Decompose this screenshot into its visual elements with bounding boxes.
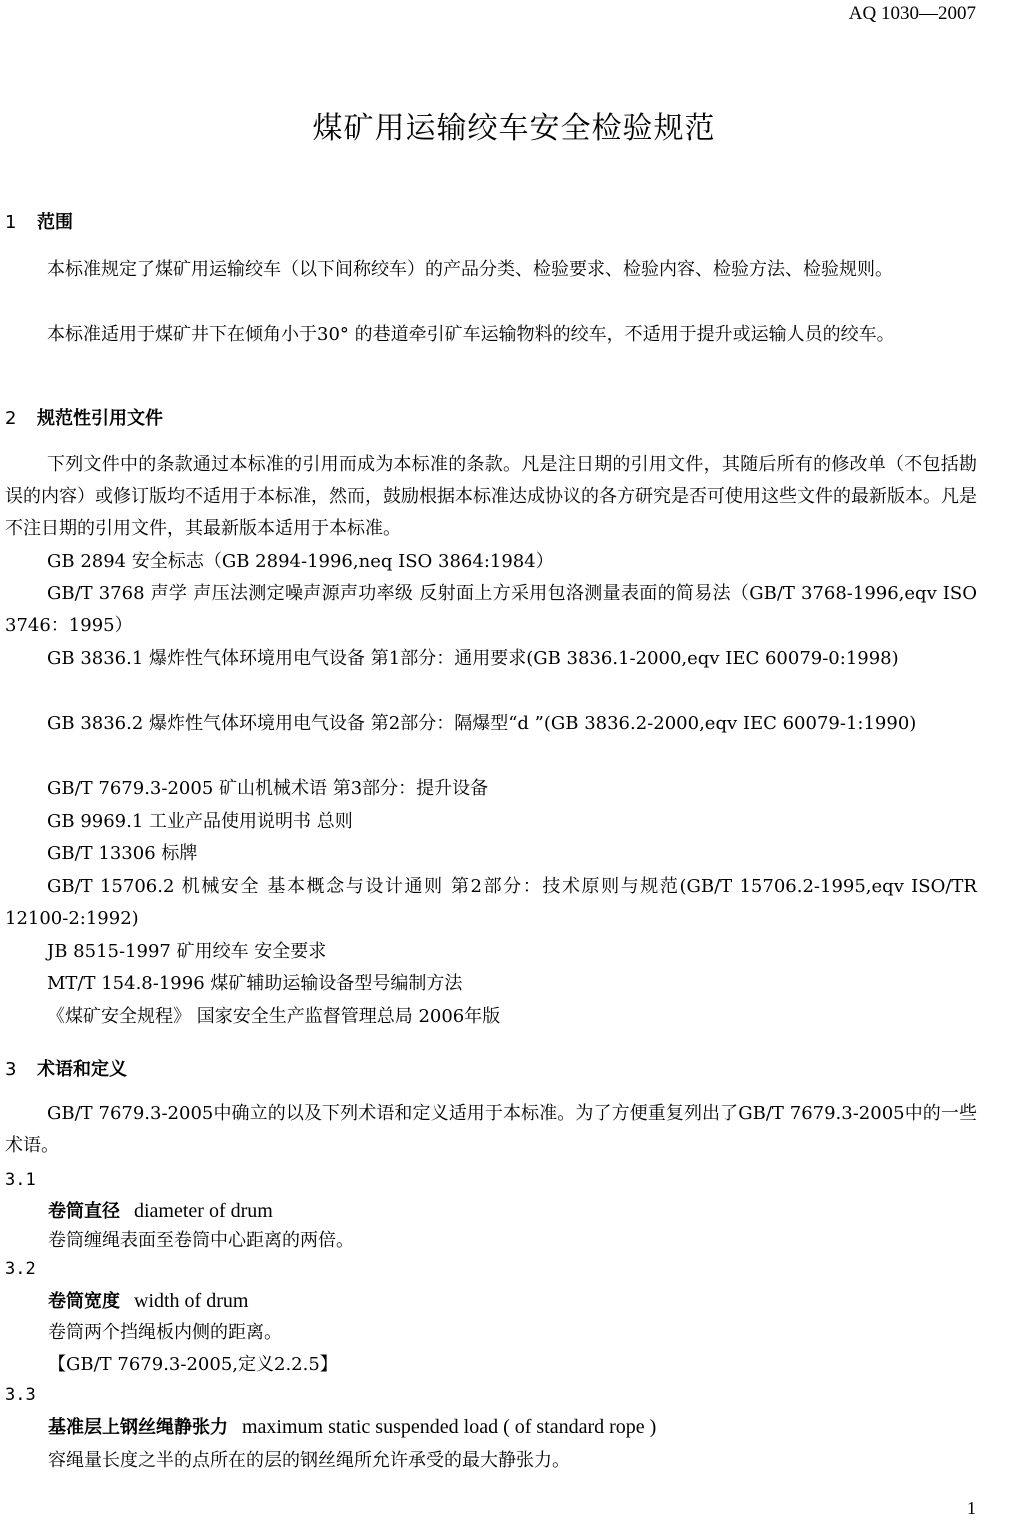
section-title: 范围 xyxy=(37,212,73,233)
reference-item: JB 8515-1997 矿用绞车 安全要求 xyxy=(47,941,327,962)
term-definition: 容绳量长度之半的点所在的层的钢丝绳所允许承受的最大静张力。 xyxy=(48,1450,570,1471)
reference-item: GB/T 7679.3-2005 矿山机械术语 第3部分：提升设备 xyxy=(47,778,489,799)
section-number: 1 xyxy=(5,212,17,233)
reference-item: GB 3836.1 爆炸性气体环境用电气设备 第1部分：通用要求(GB 3836.1-2000,eqv IEC 60079-0:1998) xyxy=(47,648,899,669)
reference-item: GB 3836.2 爆炸性气体环境用电气设备 第2部分：隔爆型“d ”(GB 3836.2-2000,eqv IEC 60079-1:1990) xyxy=(47,713,917,734)
reference-item: GB 9969.1 工业产品使用说明书 总则 xyxy=(47,811,353,832)
term-title xyxy=(48,1413,656,1439)
page-number: 1 xyxy=(967,1498,976,1518)
reference-item: 《煤矿安全规程》 国家安全生产监督管理总局 2006年版 xyxy=(47,1006,501,1027)
normative-intro: 下列文件中的条款通过本标准的引用而成为本标准的条款。凡是注日期的引用文件，其随后所有的修改单（不包括勘误的内容）或修订版均不适用于本标准，然而，鼓励根据本标准达成协议的各方研究是否可使用这些文件的最新版本。凡是不注日期的引用文件，其最新版本适用于本标准。 xyxy=(5,454,977,539)
term-definition: 卷筒两个挡绳板内侧的距离。 xyxy=(48,1322,282,1343)
section-2-heading xyxy=(5,404,163,430)
term-english: width of drum xyxy=(134,1290,249,1312)
standard-code: AQ 1030—2007 xyxy=(848,3,976,24)
term-chinese: 卷筒直径 xyxy=(48,1201,120,1222)
term-source-note: 【GB/T 7679.3-2005,定义2.2.5】 xyxy=(48,1354,338,1375)
section-number: 2 xyxy=(5,408,17,429)
term-definition: 卷筒缠绳表面至卷筒中心距离的两倍。 xyxy=(48,1230,354,1251)
section-3-heading xyxy=(5,1055,127,1081)
term-number: 3.3 xyxy=(5,1385,36,1405)
term-english: maximum static suspended load ( of standard rope ) xyxy=(242,1416,657,1438)
section-title: 规范性引用文件 xyxy=(37,408,163,429)
reference-item: MT/T 154.8-1996 煤矿辅助运输设备型号编制方法 xyxy=(47,973,463,994)
section-1-heading xyxy=(5,208,73,234)
scope-paragraph-1: 本标准规定了煤矿用运输绞车（以下间称绞车）的产品分类、检验要求、检验内容、检验方法、检验规则。 xyxy=(47,259,893,280)
term-chinese: 基准层上钢丝绳静张力 xyxy=(48,1417,228,1438)
term-title xyxy=(48,1197,273,1223)
document-title: 煤矿用运输绞车安全检验规范 xyxy=(312,111,716,146)
scope-paragraph-2: 本标准适用于煤矿井下在倾角小于30° 的巷道牵引矿车运输物料的绞车，不适用于提升或运输人员的绞车。 xyxy=(47,324,895,345)
term-title xyxy=(48,1287,248,1313)
reference-item: GB 2894 安全标志（GB 2894-1996,neq ISO 3864:1984） xyxy=(47,551,554,572)
reference-item: GB/T 13306 标牌 xyxy=(47,843,198,864)
reference-item: GB/T 15706.2 机械安全 基本概念与设计通则 第2部分：技术原则与规范(GB/T 15706.2-1995,eqv ISO/TR 12100-2:1992) xyxy=(5,876,977,929)
terms-intro: GB/T 7679.3-2005中确立的以及下列术语和定义适用于本标准。为了方便重复列出了GB/T 7679.3-2005中的一些术语。 xyxy=(5,1103,977,1156)
term-chinese: 卷筒宽度 xyxy=(48,1291,120,1312)
reference-item: GB/T 3768 声学 声压法测定噪声源声功率级 反射面上方采用包洛测量表面的简易法（GB/T 3768-1996,eqv ISO 3746：1995） xyxy=(5,583,977,636)
section-title: 术语和定义 xyxy=(37,1059,127,1080)
term-number: 3.2 xyxy=(5,1259,36,1279)
term-english: diameter of drum xyxy=(134,1200,273,1222)
section-number: 3 xyxy=(5,1059,17,1080)
term-number: 3.1 xyxy=(5,1170,36,1190)
